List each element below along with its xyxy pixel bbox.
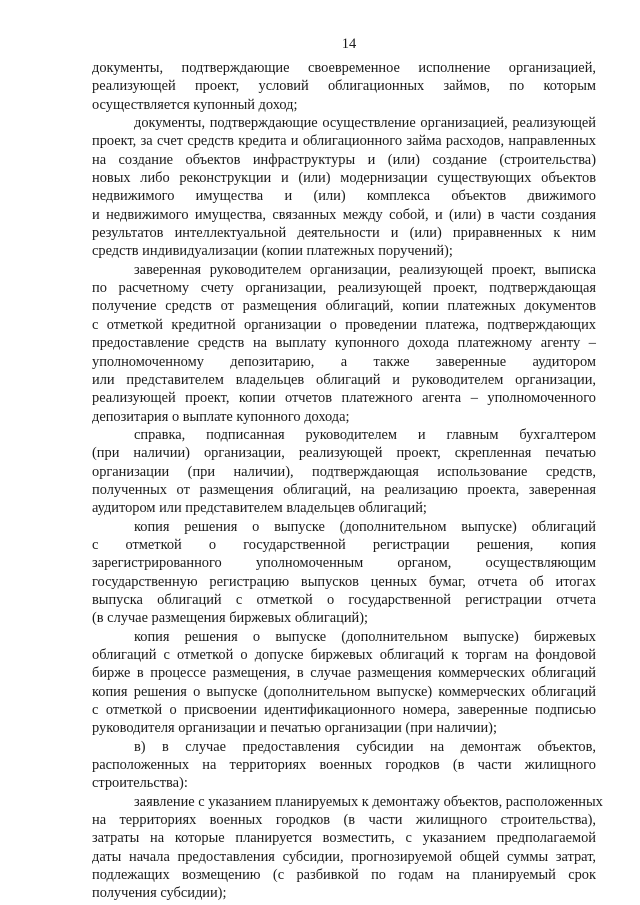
text-line: подлежащих возмещению (с разбивкой по годам на планируемый срок xyxy=(92,867,596,884)
text-line: проект, за счет средств кредита и облигационного займа расходов, направленных xyxy=(92,133,596,150)
text-line: и недвижимого имущества, связанных между собой, и (или) в части создания xyxy=(92,206,596,223)
text-line: результатов интеллектуальной деятельности и (или) приравненных к ним xyxy=(92,225,596,242)
document-body xyxy=(92,59,603,903)
text-line: средств индивидуализации (копии платежных поручений); xyxy=(92,243,453,260)
paragraph xyxy=(92,426,596,518)
text-line: на территориях военных городков (в части жилищного строительства), xyxy=(92,812,596,829)
text-line: (при наличии) организации, реализующей проект, скрепленная печатью xyxy=(92,445,596,462)
text-line: новых либо реконструкции и (или) модернизации существующих объектов xyxy=(92,170,596,187)
text-line: организации (при наличии), подтверждающая использование средств, xyxy=(92,463,596,480)
text-line: выпуска облигаций с отметкой о государственной регистрации отчета xyxy=(92,591,596,608)
text-line: депозитария о выплате купонного дохода; xyxy=(92,408,350,425)
text-line: бирже в процессе размещения, в случае размещения коммерческих облигаций xyxy=(92,665,596,682)
text-line: справка, подписанная руководителем и главным бухгалтером xyxy=(134,426,596,443)
text-line: (в случае размещения биржевых облигаций); xyxy=(92,610,369,627)
text-line: руководителя организации и печатью организации (при наличии); xyxy=(92,720,497,737)
text-line: копия решения о выпуске (дополнительном выпуске) облигаций xyxy=(134,518,596,535)
text-line: полученных от размещения облигаций, на реализацию проекта, заверенная xyxy=(92,481,596,498)
text-line: недвижимого имущества и (или) комплекса объектов движимого xyxy=(92,188,596,205)
paragraph xyxy=(92,518,596,628)
text-line: реализующей проект, копии отчетов платежного агента – уполномоченного xyxy=(92,390,596,407)
text-line: затраты на которые планируется возместить, с указанием предполагаемой xyxy=(92,830,596,847)
text-line: государственную регистрацию выпусков ценных бумаг, отчета об итогах xyxy=(92,573,596,590)
paragraph xyxy=(92,59,596,114)
paragraph xyxy=(92,261,596,426)
paragraph xyxy=(92,114,596,261)
text-line: уполномоченному депозитарию, а также заверенные аудитором xyxy=(92,353,596,370)
text-line: строительства): xyxy=(92,775,188,792)
text-line: с отметкой о присвоении идентификационного номера, заверенные подписью xyxy=(92,702,596,719)
text-line: реализующей проект, условий облигационных займов, по которым xyxy=(92,78,596,95)
text-line: в) в случае предоставления субсидии на демонтаж объектов, xyxy=(134,738,596,755)
text-line: по расчетному счету организации, реализующей проект, подтверждающая xyxy=(92,280,596,297)
text-line: даты начала предоставления субсидии, прогнозируемой общей суммы затрат, xyxy=(92,848,596,865)
text-line: документы, подтверждающие осуществление организацией, реализующей xyxy=(134,115,596,132)
text-line: на создание объектов инфраструктуры и (или) создание (строительства) xyxy=(92,151,596,168)
text-line: осуществляется купонный доход; xyxy=(92,96,298,113)
paragraph xyxy=(92,738,596,793)
text-line: зарегистрированного уполномоченным органом, осуществляющим xyxy=(92,555,596,572)
text-line: расположенных на территориях военных городков (в части жилищного xyxy=(92,757,596,774)
text-line: с отметкой о государственной регистрации решения, копия xyxy=(92,536,596,553)
text-line: предоставление средств на выплату купонного дохода платежному агенту – xyxy=(92,335,596,352)
text-line: получения субсидии); xyxy=(92,885,227,902)
text-line: облигаций с отметкой о допуске биржевых облигаций к торгам на фондовой xyxy=(92,647,596,663)
paragraph xyxy=(92,628,596,738)
text-line: документы, подтверждающие своевременное исполнение организацией, xyxy=(92,60,596,76)
text-line: с отметкой кредитной организации о проведении платежа, подтверждающих xyxy=(92,316,596,333)
text-line: получение средств от размещения облигаций, копии платежных документов xyxy=(92,298,596,315)
paragraph xyxy=(92,793,603,903)
page-number: 14 xyxy=(341,36,357,52)
text-line: или представителем владельцев облигаций и руководителем организации, xyxy=(92,371,596,388)
text-line: аудитором или представителем владельцев облигаций; xyxy=(92,500,427,517)
text-line: заверенная руководителем организации, реализующей проект, выписка xyxy=(134,261,596,278)
text-line: заявление с указанием планируемых к демонтажу объектов, расположенных xyxy=(134,793,603,810)
text-line: копия решения о выпуске (дополнительном выпуске) коммерческих облигаций xyxy=(92,683,596,700)
text-line: копия решения о выпуске (дополнительном выпуске) биржевых xyxy=(134,628,596,645)
